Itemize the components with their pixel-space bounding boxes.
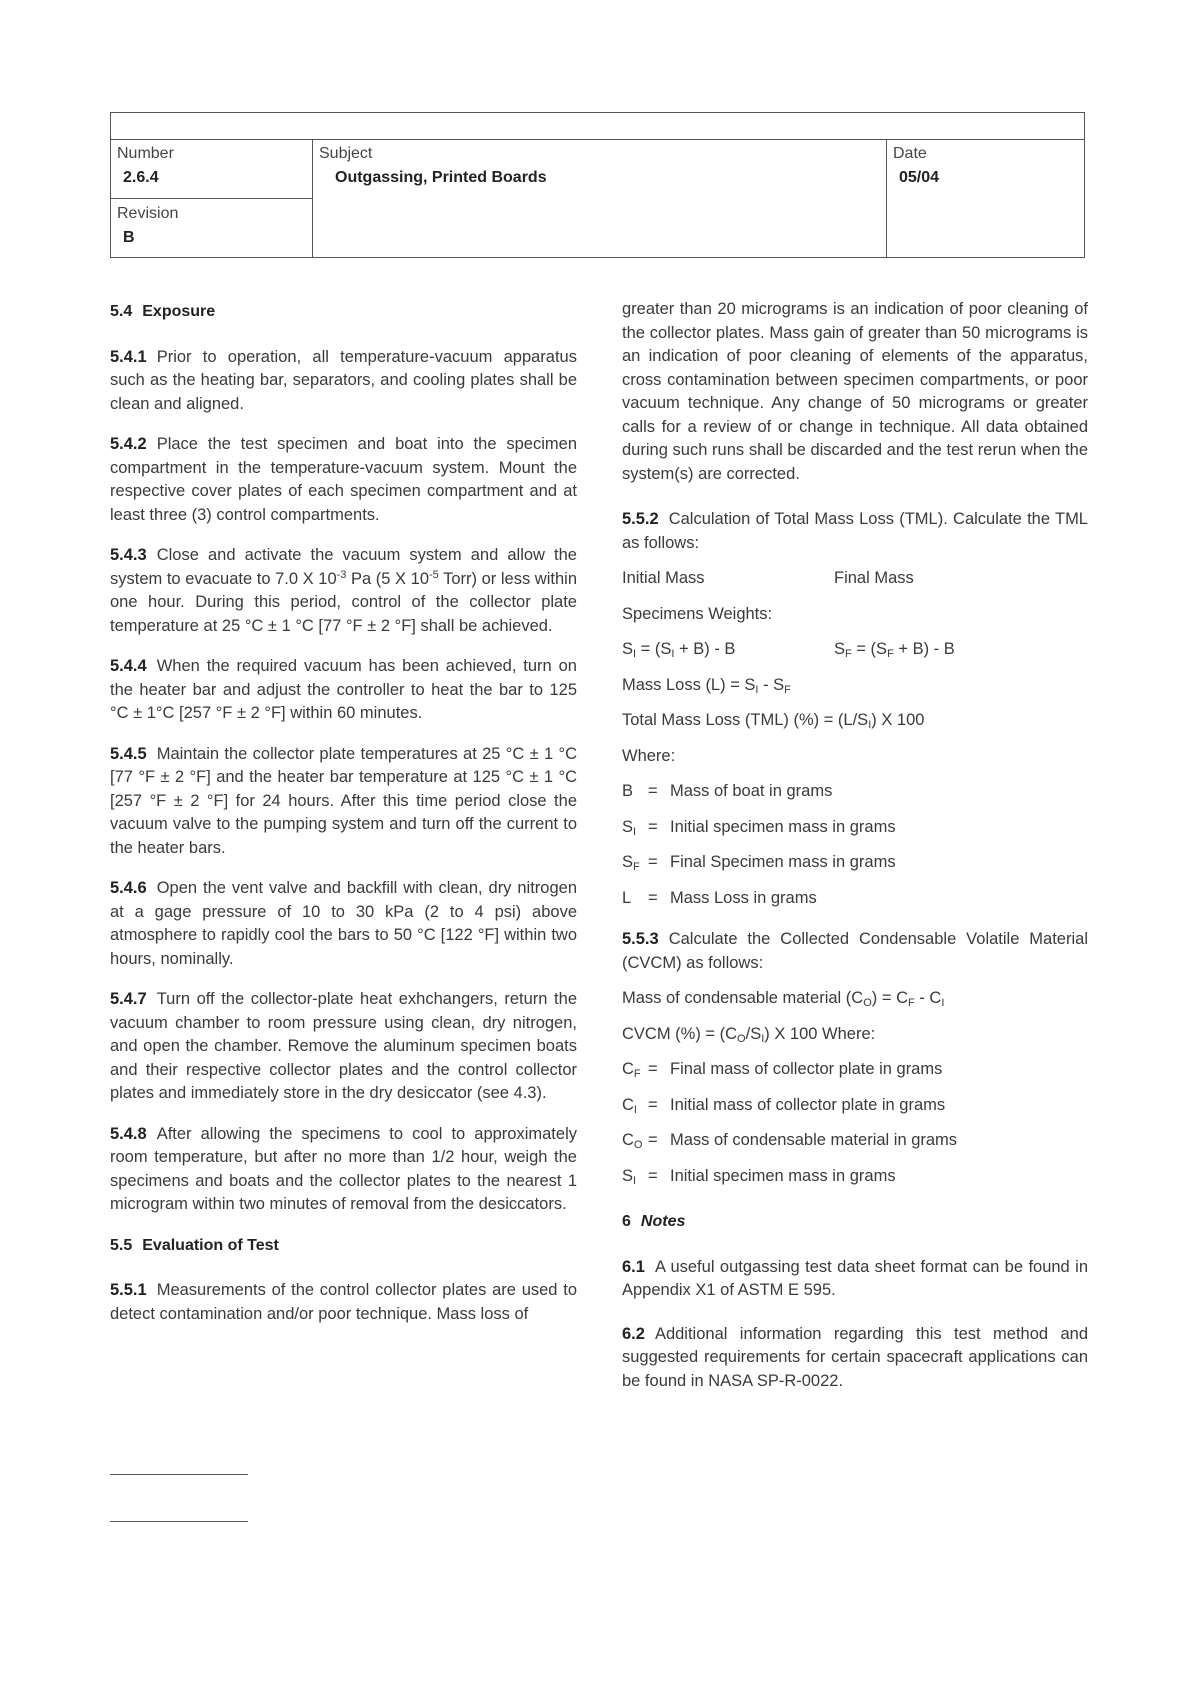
equation-condensable-mass: Mass of condensable material $(C_O) = C_F - C_I$ <box>622 989 945 1009</box>
paragraph-5-5-1-continued: greater than 20 micrograms is an indication of poor cleaning of the collector plates. Mass gain of greater than 50 micrograms is an indication of poor cleaning of elements of the apparatus, cross contamination between specimen compartments, or poor vacuum technique. Any change of 50 micrograms or greater calls for a review of or change in technique. All data obtained during such runs shall be discarded and the test rerun when the system(s) are corrected. <box>622 300 1088 483</box>
definition-si: $S_I$ = Initial specimen mass in grams <box>622 817 896 838</box>
revision-value: B <box>123 229 135 246</box>
definition-ci: $C_I$ = Initial mass of collector plate in grams <box>622 1095 946 1116</box>
date-value: 05/04 <box>899 169 940 186</box>
number-cell <box>111 139 313 199</box>
paragraph-5-4-1: 5.4.1 Prior to operation, all temperature-vacuum apparatus such as the heating bar, separators, and cooling plates shall be clean and aligned. <box>110 347 577 413</box>
paragraph-5-5-1: 5.5.1 Measurements of the control collector plates are used to detect contamination and/or poor technique. Mass loss of <box>110 1281 577 1323</box>
paragraph-6-1: 6.1 A useful outgassing test data sheet format can be found in Appendix X1 of ASTM E 595. <box>622 1257 1088 1299</box>
header-top-row <box>111 113 1084 140</box>
definition-cf: $C_F$ = Final mass of collector plate in grams <box>622 1060 943 1080</box>
paragraph-5-4-6: 5.4.6 Open the vent valve and backfill with clean, dry nitrogen at a gage pressure of 10 to 30 kPa (2 to 4 psi) above atmosphere to rapidly cool the bars to 50 °C [122 °F] within two hours, nominally. <box>110 879 577 968</box>
revision-label: Revision <box>117 205 179 222</box>
section-heading-5-4: 5.4 Exposure <box>110 303 216 320</box>
footnote-rule-1 <box>110 1474 248 1475</box>
specimens-weights-label: Specimens Weights: <box>622 604 773 623</box>
paragraph-6-2: 6.2 Additional information regarding this test method and suggested requirements for certain spacecraft applications can be found in NASA SP-R-0022. <box>622 1324 1088 1390</box>
mass-column-labels: Initial Mass Final Mass <box>622 569 914 587</box>
paragraph-5-4-8: 5.4.8 After allowing the specimens to cool to approximately room temperature, but after no more than 1/2 hour, weigh the specimens and boats and the collector plates to the nearest 1 microgram within two minutes of removal from the desiccators. <box>110 1124 577 1213</box>
footnote-rule-2 <box>110 1521 248 1522</box>
date-cell <box>887 139 1084 257</box>
right-column <box>622 298 1088 1410</box>
paragraph-5-5-3: 5.5.3 Calculate the Collected Condensable Volatile Material (CVCM) as follows: <box>622 930 1088 972</box>
number-label: Number <box>117 145 174 162</box>
paragraph-5-4-7: 5.4.7 Turn off the collector-plate heat exhchangers, return the vacuum chamber to room pressure using clean, dry nitrogen, and open the chamber. Remove the aluminum specimen boats and their respective collector plates and the control collector plates and immediately store in the dry desiccator (see 4.3). <box>110 990 577 1102</box>
paragraph-5-4-4: 5.4.4 When the required vacuum has been achieved, turn on the heater bar and adjust the controller to heat the bar to 125 °C ± 1°C [257 °F ± 2 °F] within 60 minutes. <box>110 657 577 722</box>
subject-label: Subject <box>319 145 373 162</box>
paragraph-5-4-5: 5.4.5 Maintain the collector plate temperatures at 25 °C ± 1 °C [77 °F ± 2 °F] and the heater bar temperature at 125 °C ± 1 °C [257 °F ± 2 °F] for 24 hours. After this time period close the vacuum valve to the pumping system and turn off the current to the heater bars. <box>110 744 577 857</box>
definition-b: B = Mass of boat in grams <box>622 782 833 800</box>
equation-cvcm: CVCM (%) = $(C_O/S_I)$ X 100 Where: <box>622 1024 876 1045</box>
subject-value: Outgassing, Printed Boards <box>335 169 547 186</box>
equation-specimen-weights: $S_I = (S_I + B) - B$ $S_F = (S_F + B) - B$ <box>622 640 955 660</box>
date-label: Date <box>893 145 927 162</box>
subject-cell <box>313 139 887 257</box>
section-heading-6: 6 Notes <box>622 1213 686 1230</box>
paragraph-5-4-2: 5.4.2 Place the test specimen and boat into the specimen compartment in the temperature-vacuum system. Mount the respective cover plates of each specimen compartment and at least three (3) control compartments. <box>110 435 577 524</box>
number-value: 2.6.4 <box>123 169 159 186</box>
section-heading-5-5: 5.5 Evaluation of Test <box>110 1236 279 1254</box>
definition-si-2: $S_I$ = Initial specimen mass in grams <box>622 1166 896 1187</box>
paragraph-5-4-3: 5.4.3 Close and activate the vacuum system and allow the system to evacuate to 7.0 X $10^{-3}$ Pa (5 X $10^{-5}$ Torr) or less within one hour. During this period, control of the collector plate temperature at 25 °C ± 1 °C [77 °F ± 2 °F] shall be achieved. <box>110 546 577 635</box>
definition-l: L = Mass Loss in grams <box>622 888 817 907</box>
document-header-table <box>110 112 1085 258</box>
equation-mass-loss: Mass Loss $(L) = S_I - S_F$ <box>622 675 791 696</box>
definition-co: $C_O$ = Mass of condensable material in grams <box>622 1131 958 1151</box>
revision-cell <box>111 199 313 257</box>
equation-tml: Total Mass Loss (TML) (%) = $(L/S_I)$ X 100 <box>622 711 925 731</box>
where-label: Where: <box>622 746 676 765</box>
definition-sf: $S_F$ = Final Specimen mass in grams <box>622 853 896 873</box>
paragraph-5-5-2: 5.5.2 Calculation of Total Mass Loss (TML). Calculate the TML as follows: <box>622 510 1088 552</box>
left-column <box>110 300 577 1343</box>
